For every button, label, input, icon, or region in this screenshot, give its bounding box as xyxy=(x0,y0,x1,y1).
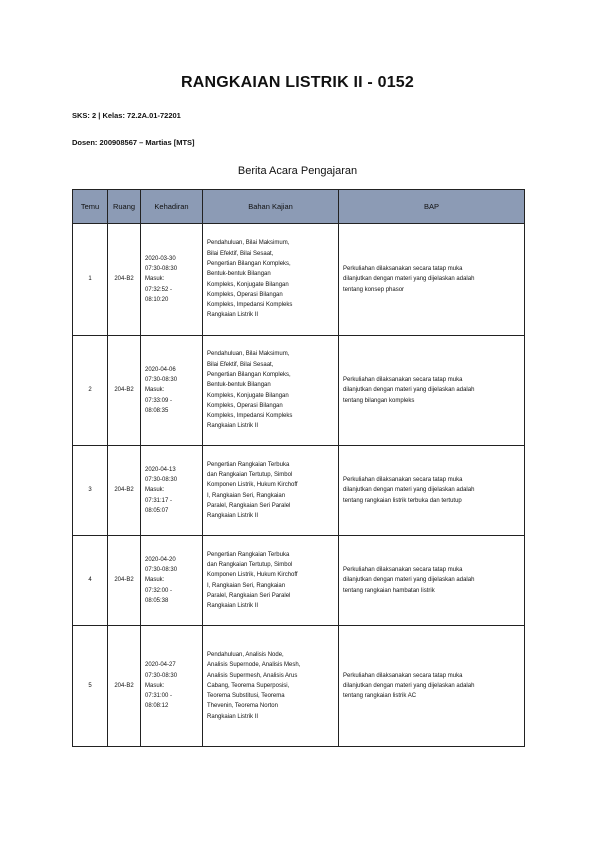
cell-temu: 3 xyxy=(73,446,108,536)
cell-bahan-kajian-line: I, Rangkaian Seri, Rangkaian xyxy=(207,582,286,589)
cell-bahan-kajian-line: Analisis Supernode, Analisis Mesh, xyxy=(207,662,301,669)
cell-bap-line: dilanjutkan dengan materi yang dijelaskan adalah xyxy=(343,487,475,494)
table-header-row xyxy=(73,190,525,224)
cell-bap-line: dilanjutkan dengan materi yang dijelaskan adalah xyxy=(343,276,475,283)
cell-bahan-kajian-line: Paralel, Rangkaian Seri Paralel xyxy=(207,502,291,509)
cell-ruang: 204-B2 xyxy=(108,626,141,747)
cell-bahan-kajian-line: I, Rangkaian Seri, Rangkaian xyxy=(207,492,286,499)
cell-bap-line: dilanjutkan dengan materi yang dijelaskan adalah xyxy=(343,682,475,689)
cell-bap xyxy=(339,626,525,747)
cell-bahan-kajian-line: Rangkaian Listrik II xyxy=(207,423,259,430)
cell-bahan-kajian-line: Pengertian Rangkaian Terbuka xyxy=(207,461,290,468)
cell-kehadiran-line: 07:30-08:30 xyxy=(145,477,178,484)
cell-bahan-kajian xyxy=(203,536,339,626)
cell-kehadiran xyxy=(141,626,203,747)
cell-bahan-kajian-line: Kompleks, Konjugate Bilangan xyxy=(207,392,289,399)
cell-bahan-kajian-line: Pengertian Bilangan Kompleks, xyxy=(207,371,291,378)
cell-kehadiran-line: 07:33:09 - xyxy=(145,397,173,404)
cell-bap-line: tentang konsep phasor xyxy=(343,286,405,293)
cell-kehadiran-line: 2020-03-30 xyxy=(145,255,176,262)
cell-kehadiran xyxy=(141,536,203,626)
cell-kehadiran xyxy=(141,336,203,446)
lecturer-info: Dosen: 200908567 – Martias [MTS] xyxy=(72,138,195,147)
cell-kehadiran-line: 08:05:38 xyxy=(145,597,169,604)
cell-ruang: 204-B2 xyxy=(108,336,141,446)
cell-kehadiran-line: 07:31:00 - xyxy=(145,693,173,700)
cell-kehadiran xyxy=(141,224,203,336)
cell-bahan-kajian-line: Kompleks, Konjugate Bilangan xyxy=(207,281,289,288)
cell-kehadiran-line: Masuk: xyxy=(145,276,165,283)
cell-bahan-kajian xyxy=(203,446,339,536)
table-row xyxy=(73,536,525,626)
cell-bahan-kajian-line: Komponen Listrik, Hukum Kirchoff xyxy=(207,482,298,489)
cell-bap-line: Perkuliahan dilaksanakan secara tatap muka xyxy=(343,477,463,484)
cell-bap-line: Perkuliahan dilaksanakan secara tatap muka xyxy=(343,377,463,384)
cell-kehadiran-line: 2020-04-20 xyxy=(145,556,176,563)
cell-kehadiran-line: 07:30-08:30 xyxy=(145,672,178,679)
cell-kehadiran-line: 08:10:20 xyxy=(145,296,169,303)
cell-bahan-kajian-line: Rangkaian Listrik II xyxy=(207,603,259,610)
cell-bahan-kajian-line: Cabang, Teorema Superposisi, xyxy=(207,682,290,689)
cell-kehadiran-line: 08:08:12 xyxy=(145,703,169,710)
table-row xyxy=(73,446,525,536)
cell-kehadiran-line: Masuk: xyxy=(145,387,165,394)
cell-temu: 2 xyxy=(73,336,108,446)
cell-bahan-kajian-line: Pendahuluan, Analisis Node, xyxy=(207,651,284,658)
header-bahan-kajian: Bahan Kajian xyxy=(203,190,339,224)
table-row xyxy=(73,626,525,747)
section-title: Berita Acara Pengajaran xyxy=(237,165,358,177)
cell-bap-line: Perkuliahan dilaksanakan secara tatap muka xyxy=(343,567,463,574)
cell-kehadiran-line: 2020-04-27 xyxy=(145,662,176,669)
cell-bap-line: tentang bilangan kompleks xyxy=(343,397,415,404)
cell-kehadiran-line: Masuk: xyxy=(145,487,165,494)
cell-bap-line: Perkuliahan dilaksanakan secara tatap muka xyxy=(343,672,463,679)
cell-bahan-kajian-line: Pendahuluan, Bilai Maksimum, xyxy=(207,240,290,247)
bap-table xyxy=(72,189,525,747)
cell-bap-line: Perkuliahan dilaksanakan secara tatap muka xyxy=(343,266,463,273)
cell-kehadiran-line: 2020-04-06 xyxy=(145,366,176,373)
cell-bahan-kajian-line: Pengertian Bilangan Kompleks, xyxy=(207,260,291,267)
cell-bahan-kajian-line: dan Rangkaian Tertutup, Simbol xyxy=(207,471,293,478)
cell-bap xyxy=(339,536,525,626)
cell-temu: 5 xyxy=(73,626,108,747)
cell-bahan-kajian-line: Kompleks, Operasi Bilangan xyxy=(207,402,283,409)
cell-bahan-kajian-line: Rangkaian Listrik II xyxy=(207,713,259,720)
cell-bap xyxy=(339,336,525,446)
cell-bap xyxy=(339,224,525,336)
cell-bahan-kajian-line: Bentuk-bentuk Bilangan xyxy=(207,271,271,278)
cell-bahan-kajian-line: Thevenin, Teorema Norton xyxy=(207,703,278,710)
cell-bap-line: tentang rangkaian listrik terbuka dan tertutup xyxy=(343,497,462,504)
cell-bahan-kajian-line: Analisis Supermesh, Analisis Arus xyxy=(207,672,298,679)
cell-kehadiran-line: 07:30-08:30 xyxy=(145,567,178,574)
cell-bahan-kajian-line: Kompleks, Operasi Bilangan xyxy=(207,291,283,298)
cell-kehadiran-line: Masuk: xyxy=(145,682,165,689)
cell-kehadiran-line: 07:32:00 - xyxy=(145,587,173,594)
cell-ruang: 204-B2 xyxy=(108,536,141,626)
cell-bahan-kajian-line: Paralel, Rangkaian Seri Paralel xyxy=(207,592,291,599)
cell-bahan-kajian-line: Bentuk-bentuk Bilangan xyxy=(207,382,271,389)
table-row xyxy=(73,224,525,336)
cell-kehadiran-line: 07:30-08:30 xyxy=(145,266,178,273)
header-bap: BAP xyxy=(339,190,525,224)
header-kehadiran: Kehadiran xyxy=(141,190,203,224)
document-title: RANGKAIAN LISTRIK II - 0152 xyxy=(181,74,414,91)
cell-kehadiran-line: 07:31:17 - xyxy=(145,497,173,504)
cell-bap-line: dilanjutkan dengan materi yang dijelaskan adalah xyxy=(343,577,475,584)
cell-temu: 4 xyxy=(73,536,108,626)
cell-ruang: 204-B2 xyxy=(108,224,141,336)
cell-bahan-kajian xyxy=(203,224,339,336)
cell-bahan-kajian-line: Komponen Listrik, Hukum Kirchoff xyxy=(207,572,298,579)
cell-ruang: 204-B2 xyxy=(108,446,141,536)
header-ruang: Ruang xyxy=(108,190,141,224)
cell-bap xyxy=(339,446,525,536)
cell-kehadiran-line: 08:05:07 xyxy=(145,507,169,514)
cell-bap-line: dilanjutkan dengan materi yang dijelaskan adalah xyxy=(343,387,475,394)
table-row xyxy=(73,336,525,446)
cell-bahan-kajian-line: Kompleks, Impedansi Kompleks xyxy=(207,413,293,420)
cell-bahan-kajian-line: Pengertian Rangkaian Terbuka xyxy=(207,551,290,558)
cell-bahan-kajian xyxy=(203,336,339,446)
cell-bahan-kajian-line: Teorema Substitusi, Teorema xyxy=(207,693,285,700)
cell-kehadiran-line: 2020-04-13 xyxy=(145,466,176,473)
header-temu: Temu xyxy=(73,190,108,224)
cell-bahan-kajian-line: Bilai Efektif, Bilai Sesaat, xyxy=(207,361,274,368)
cell-kehadiran-line: Masuk: xyxy=(145,577,165,584)
cell-bahan-kajian-line: Kompleks, Impedansi Kompleks xyxy=(207,302,293,309)
cell-bahan-kajian-line: dan Rangkaian Tertutup, Simbol xyxy=(207,561,293,568)
course-info: SKS: 2 | Kelas: 72.2A.01-72201 xyxy=(72,111,181,120)
cell-bahan-kajian-line: Rangkaian Listrik II xyxy=(207,513,259,520)
cell-temu: 1 xyxy=(73,224,108,336)
cell-bahan-kajian-line: Bilai Efektif, Bilai Sesaat, xyxy=(207,250,274,257)
cell-kehadiran xyxy=(141,446,203,536)
cell-bahan-kajian xyxy=(203,626,339,747)
cell-kehadiran-line: 07:32:52 - xyxy=(145,286,173,293)
table-body xyxy=(73,224,525,747)
cell-bahan-kajian-line: Rangkaian Listrik II xyxy=(207,312,259,319)
cell-bap-line: tentang rangkaian hambatan listrik xyxy=(343,587,435,594)
cell-kehadiran-line: 08:08:35 xyxy=(145,407,169,414)
cell-kehadiran-line: 07:30-08:30 xyxy=(145,377,178,384)
cell-bap-line: tentang rangkaian listrik AC xyxy=(343,693,417,700)
cell-bahan-kajian-line: Pendahuluan, Bilai Maksimum, xyxy=(207,351,290,358)
